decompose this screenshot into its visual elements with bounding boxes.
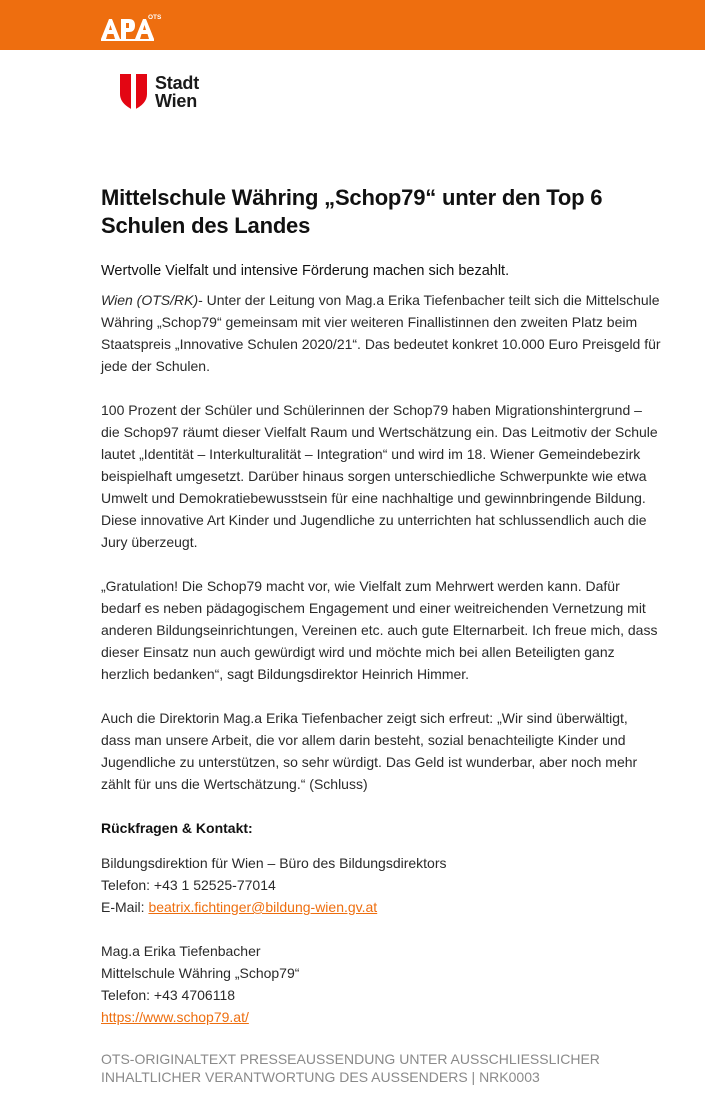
stadt-wien-line1: Stadt — [155, 73, 200, 93]
article-paragraph-3: „Gratulation! Die Schop79 macht vor, wie Vielfalt zum Mehrwert werden kann. Dafür bedarf es neben pädagogischem Engagement und einer weitreichenden Vernetzung mit anderen Bildungseinrichtungen, Vereinen etc. auch gute Elternarbeit. Ich freue mich, dass dieser Einsatz nun auch gewürdigt wird und möchte mich bei allen Beteiligten ganz herzlich bedanken“, sagt Bildungsdirektor Heinrich Himmer. — [101, 578, 658, 682]
contact-2-url-row — [101, 1006, 661, 1028]
contact-2-phone: Telefon: +43 4706118 — [101, 987, 236, 1003]
contact-block-1 — [101, 852, 661, 918]
vienna-shield-icon — [120, 74, 147, 110]
email-link[interactable]: beatrix.fichtinger@bildung-wien.gv.at — [148, 899, 378, 915]
article-paragraph-2: 100 Prozent der Schüler und Schülerinnen der Schop79 haben Migrationshintergrund – die Schop97 räumt dieser Vielfalt Raum und Wertschätzung ein. Das Leitmotiv der Schule lautet „Identität – Interkulturalität – Integration“ und wird im 18. Wiener Gemeindebezirk beispielhaft umgesetzt. Darüber hinaus sorgen unterschiedliche Schwerpunkte wie etwa Umwelt und Demokratiebewusstsein für eine nachhaltige und gewinnbringende Bildung. Diese innovative Art Kinder und Jugendliche zu unterrichten hat schlussendlich auch die Jury überzeugt. — [101, 402, 658, 550]
article — [101, 184, 661, 1086]
email-label: E-Mail: — [101, 899, 149, 915]
contact-2-name: Mag.a Erika Tiefenbacher — [101, 943, 261, 959]
ots-footer: OTS-ORIGINALTEXT PRESSEAUSSENDUNG UNTER AUSSCHLIESSLICHER INHALTLICHER VERANTWORTUNG DES AUSSENDERS | NRK0003 — [101, 1051, 600, 1085]
contact-1-phone: Telefon: +43 1 52525-77014 — [101, 877, 276, 893]
paragraph-1-text: - Unter der Leitung von Mag.a Erika Tiefenbacher teilt sich die Mittelschule Währing „Schop79“ gemeinsam mit vier weiteren Finallistinnen den zweiten Platz beim Staatspreis „Innovative Schulen 2020/21“. Das bedeutet konkret 10.000 Euro Preisgeld für jede der Schulen. — [101, 292, 661, 374]
stadt-wien-logo[interactable] — [120, 74, 199, 110]
dateline: Wien (OTS/RK) — [101, 292, 199, 308]
contact-1-org: Bildungsdirektion für Wien – Büro des Bildungsdirektors — [101, 855, 447, 871]
apa-ots-logo[interactable] — [100, 13, 164, 41]
article-paragraph-4: Auch die Direktorin Mag.a Erika Tiefenbacher zeigt sich erfreut: „Wir sind überwältigt, dass man unsere Arbeit, die vor allem darin besteht, sozial benachteiligte Kinder und Jugendliche zu unterstützen, so sehr würdigt. Das Geld ist wunderbar, aber noch mehr zählt für uns die Wertschätzung.“ (Schluss) — [101, 710, 638, 792]
website-link[interactable]: https://www.schop79.at/ — [101, 1009, 249, 1025]
contact-2-school: Mittelschule Währing „Schop79“ — [101, 965, 300, 981]
article-paragraph-1 — [101, 289, 661, 377]
stadt-wien-line2: Wien — [155, 91, 198, 111]
article-title: Mittelschule Währing „Schop79“ unter den Top 6 Schulen des Landes — [101, 185, 603, 238]
stadt-wien-wordmark — [155, 74, 199, 110]
contact-1-email-row — [101, 896, 661, 918]
header-bar — [0, 0, 705, 50]
contact-heading: Rückfragen & Kontakt: — [101, 820, 253, 836]
article-subtitle: Wertvolle Vielfalt und intensive Förderung machen sich bezahlt. — [101, 263, 510, 279]
apa-ots-label: OTS — [148, 14, 162, 21]
contact-block-2 — [101, 940, 661, 1028]
